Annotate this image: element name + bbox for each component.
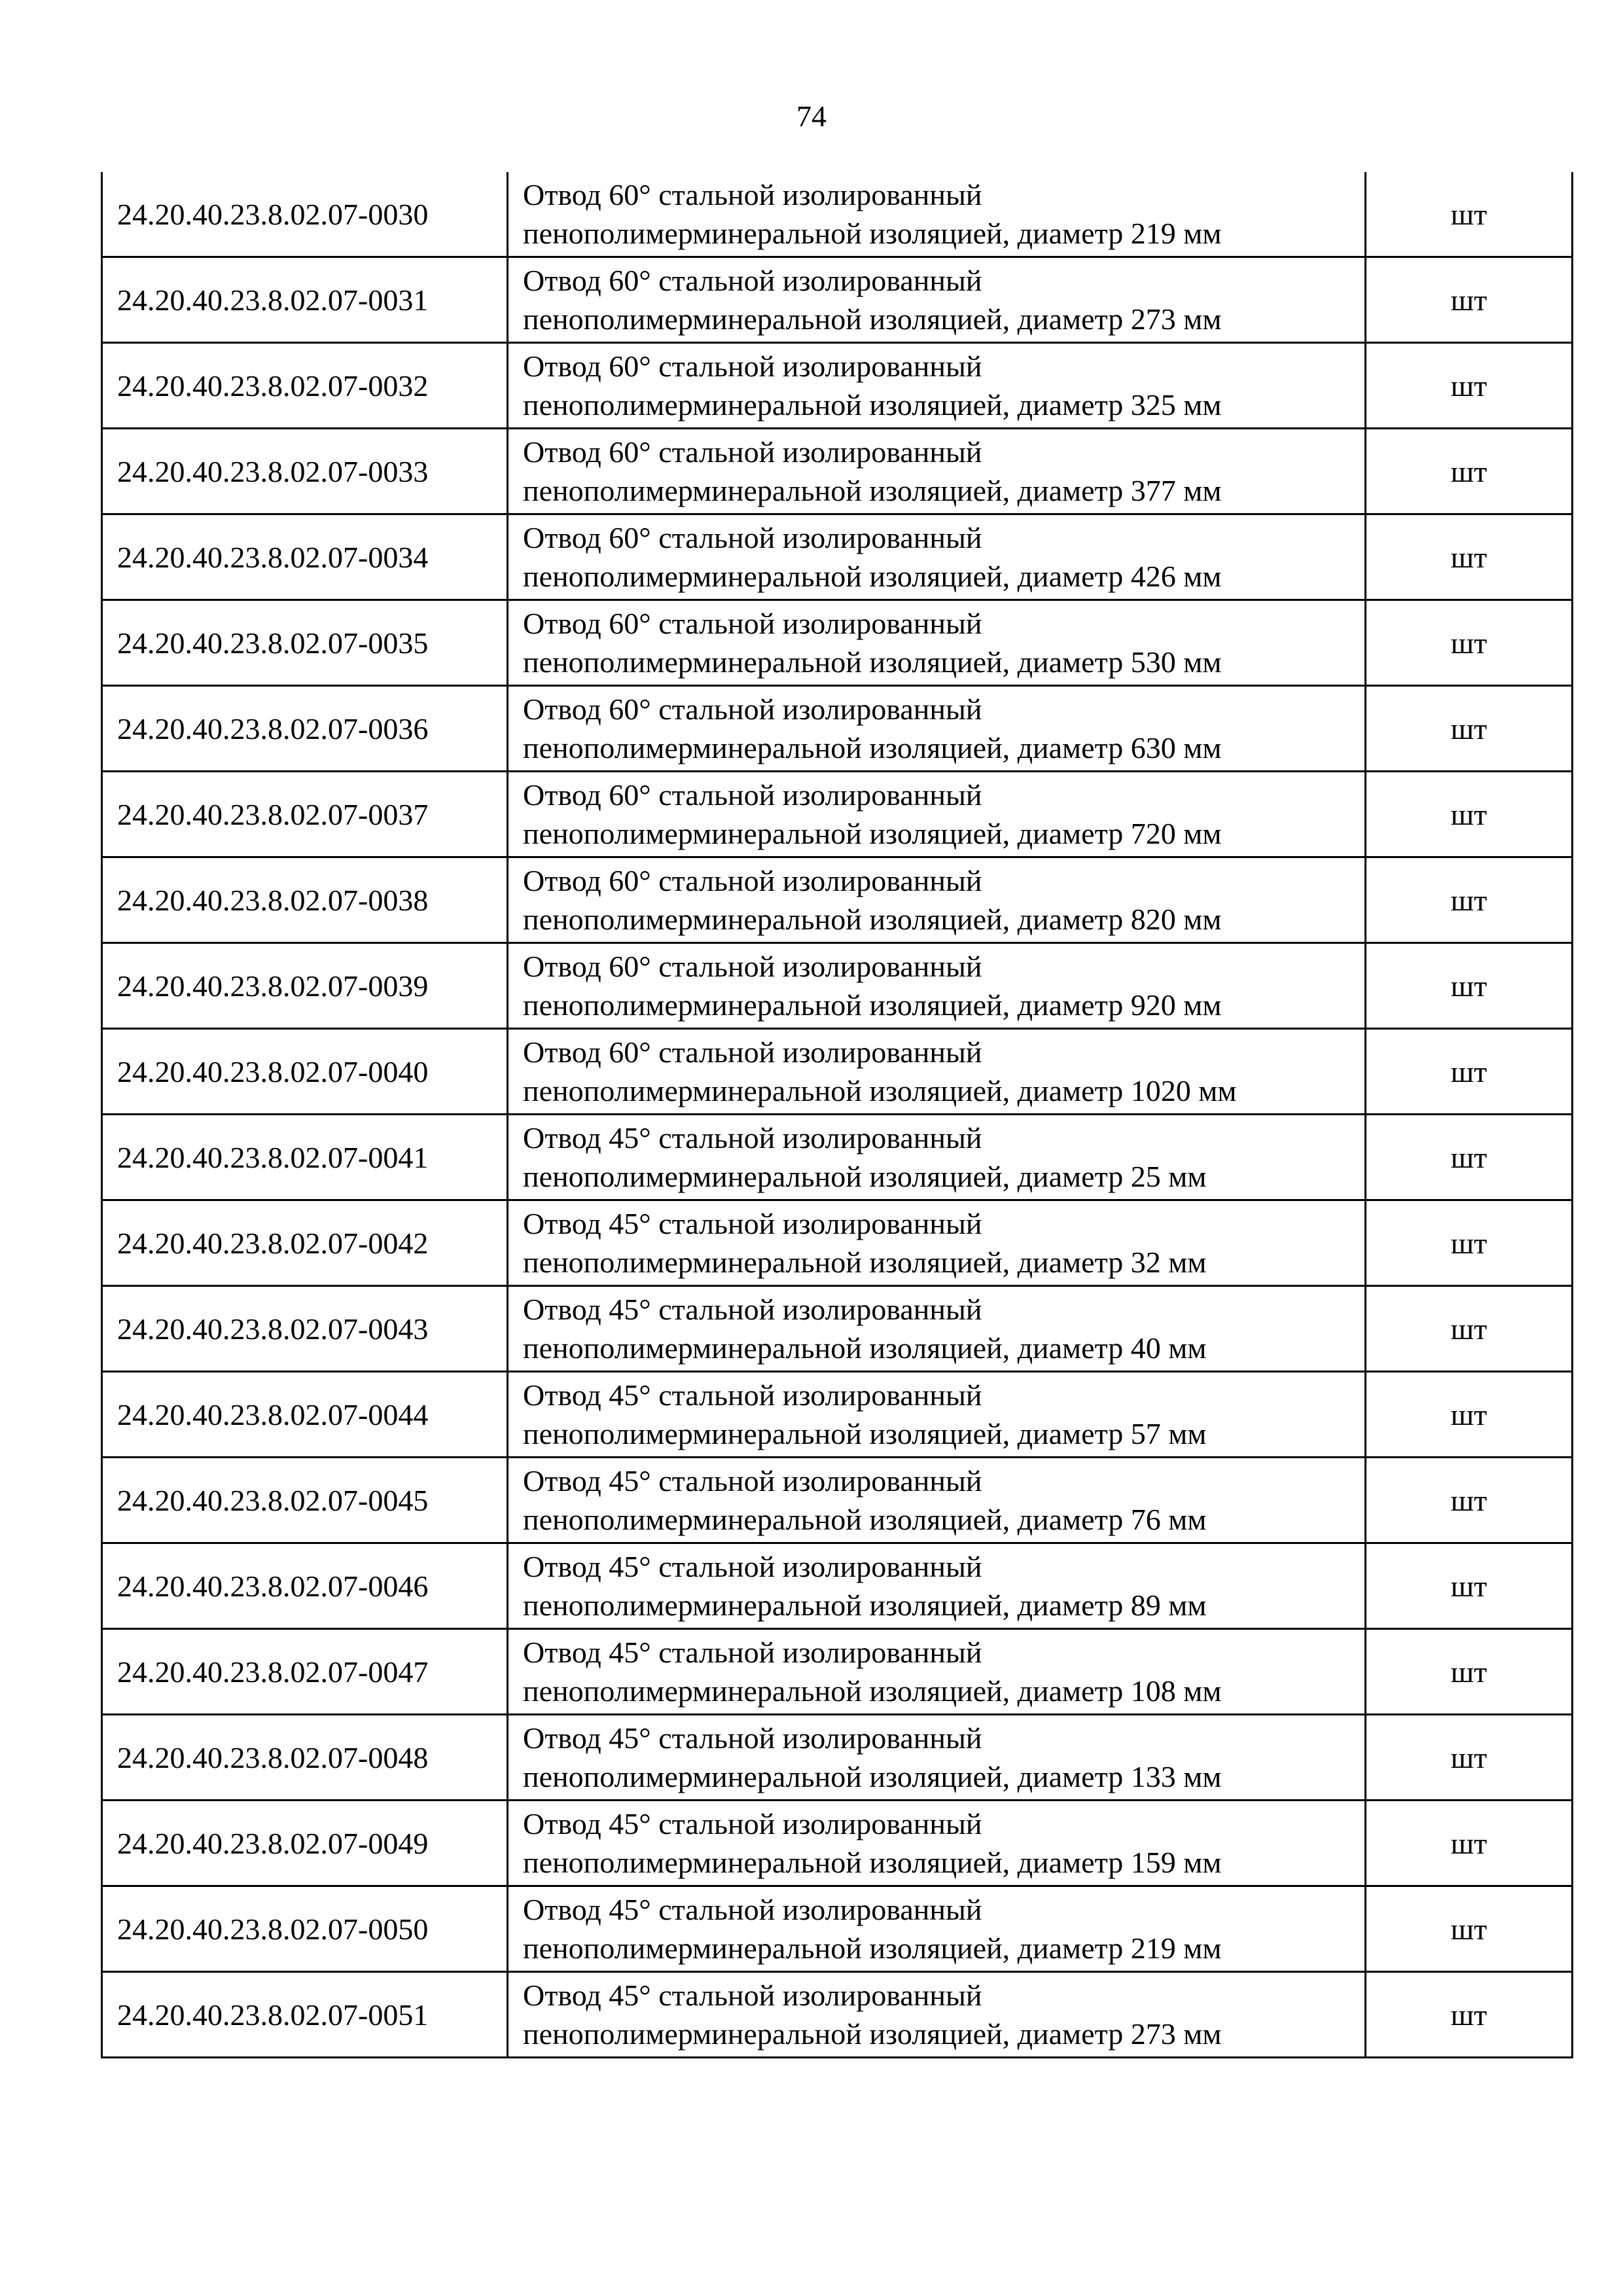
- table-row: [102, 600, 1573, 686]
- description-line-2: пенополимерминеральной изоляцией, диаметр 32 мм: [523, 1246, 1207, 1279]
- item-code-cell: 24.20.40.23.8.02.07-0038: [102, 857, 508, 943]
- unit-cell: шт: [1366, 1115, 1573, 1200]
- description-line-1: Отвод 45° стальной изолированный: [523, 1979, 982, 2012]
- item-description-cell: [508, 1629, 1366, 1715]
- unit-cell: шт: [1366, 1801, 1573, 1886]
- item-code-cell: 24.20.40.23.8.02.07-0035: [102, 600, 508, 686]
- description-line-1: Отвод 45° стальной изолированный: [523, 1121, 982, 1155]
- description-line-1: Отвод 60° стальной изолированный: [523, 950, 982, 983]
- unit-cell: шт: [1366, 1029, 1573, 1115]
- description-line-1: Отвод 45° стальной изолированный: [523, 1721, 982, 1755]
- description-line-1: Отвод 60° стальной изолированный: [523, 864, 982, 897]
- unit-cell: шт: [1366, 172, 1573, 257]
- table-row: [102, 1715, 1573, 1801]
- description-line-1: Отвод 60° стальной изолированный: [523, 778, 982, 812]
- description-line-2: пенополимерминеральной изоляцией, диаметр 40 мм: [523, 1331, 1207, 1365]
- item-code-cell: 24.20.40.23.8.02.07-0036: [102, 686, 508, 772]
- item-code-cell: 24.20.40.23.8.02.07-0048: [102, 1715, 508, 1801]
- unit-cell: шт: [1366, 943, 1573, 1029]
- unit-cell: шт: [1366, 1372, 1573, 1458]
- table-row: [102, 257, 1573, 343]
- item-description-cell: [508, 514, 1366, 600]
- item-code-cell: 24.20.40.23.8.02.07-0040: [102, 1029, 508, 1115]
- description-line-1: Отвод 45° стальной изолированный: [523, 1636, 982, 1669]
- unit-cell: шт: [1366, 857, 1573, 943]
- table-row: [102, 429, 1573, 514]
- description-line-1: Отвод 60° стальной изолированный: [523, 692, 982, 726]
- unit-cell: шт: [1366, 1886, 1573, 1972]
- description-line-2: пенополимерминеральной изоляцией, диаметр 219 мм: [523, 1931, 1222, 1965]
- item-description-cell: [508, 1286, 1366, 1372]
- description-line-2: пенополимерминеральной изоляцией, диаметр 920 мм: [523, 988, 1222, 1022]
- description-line-1: Отвод 45° стальной изолированный: [523, 1550, 982, 1583]
- item-code-cell: 24.20.40.23.8.02.07-0051: [102, 1972, 508, 2058]
- description-line-2: пенополимерминеральной изоляцией, диаметр 630 мм: [523, 731, 1222, 764]
- items-table: [101, 172, 1573, 2058]
- unit-cell: шт: [1366, 1543, 1573, 1629]
- item-description-cell: [508, 1543, 1366, 1629]
- table-row: [102, 514, 1573, 600]
- item-description-cell: [508, 1115, 1366, 1200]
- item-code-cell: 24.20.40.23.8.02.07-0030: [102, 172, 508, 257]
- item-description-cell: [508, 1372, 1366, 1458]
- description-line-2: пенополимерминеральной изоляцией, диаметр 25 мм: [523, 1160, 1207, 1193]
- unit-cell: шт: [1366, 1972, 1573, 2058]
- table-row: [102, 1801, 1573, 1886]
- description-line-1: Отвод 60° стальной изолированный: [523, 521, 982, 554]
- item-code-cell: 24.20.40.23.8.02.07-0041: [102, 1115, 508, 1200]
- description-line-1: Отвод 45° стальной изолированный: [523, 1293, 982, 1326]
- description-line-1: Отвод 60° стальной изолированный: [523, 1035, 982, 1069]
- item-code-cell: 24.20.40.23.8.02.07-0046: [102, 1543, 508, 1629]
- unit-cell: шт: [1366, 686, 1573, 772]
- item-code-cell: 24.20.40.23.8.02.07-0044: [102, 1372, 508, 1458]
- item-code-cell: 24.20.40.23.8.02.07-0042: [102, 1200, 508, 1286]
- table-row: [102, 1972, 1573, 2058]
- item-code-cell: 24.20.40.23.8.02.07-0037: [102, 772, 508, 857]
- description-line-2: пенополимерминеральной изоляцией, диаметр 720 мм: [523, 817, 1222, 850]
- description-line-1: Отвод 60° стальной изолированный: [523, 607, 982, 640]
- description-line-2: пенополимерминеральной изоляцией, диаметр 1020 мм: [523, 1074, 1237, 1107]
- unit-cell: шт: [1366, 1286, 1573, 1372]
- item-code-cell: 24.20.40.23.8.02.07-0045: [102, 1458, 508, 1543]
- description-line-1: Отвод 45° стальной изолированный: [523, 1893, 982, 1926]
- description-line-2: пенополимерминеральной изоляцией, диаметр 530 мм: [523, 645, 1222, 679]
- description-line-2: пенополимерминеральной изоляцией, диаметр 820 мм: [523, 903, 1222, 936]
- item-description-cell: [508, 600, 1366, 686]
- description-line-2: пенополимерминеральной изоляцией, диаметр 219 мм: [523, 217, 1222, 250]
- description-line-2: пенополимерминеральной изоляцией, диаметр 273 мм: [523, 302, 1222, 336]
- item-description-cell: [508, 857, 1366, 943]
- table-row: [102, 772, 1573, 857]
- table-row: [102, 343, 1573, 429]
- item-code-cell: 24.20.40.23.8.02.07-0049: [102, 1801, 508, 1886]
- item-description-cell: [508, 1029, 1366, 1115]
- item-code-cell: 24.20.40.23.8.02.07-0047: [102, 1629, 508, 1715]
- description-line-2: пенополимерминеральной изоляцией, диаметр 325 мм: [523, 388, 1222, 422]
- item-description-cell: [508, 257, 1366, 343]
- unit-cell: шт: [1366, 257, 1573, 343]
- description-line-2: пенополимерминеральной изоляцией, диаметр 57 мм: [523, 1417, 1207, 1450]
- table-row: [102, 857, 1573, 943]
- item-description-cell: [508, 1972, 1366, 2058]
- table-row: [102, 1115, 1573, 1200]
- unit-cell: шт: [1366, 429, 1573, 514]
- description-line-1: Отвод 60° стальной изолированный: [523, 178, 982, 211]
- table-row: [102, 1629, 1573, 1715]
- item-description-cell: [508, 1801, 1366, 1886]
- unit-cell: шт: [1366, 772, 1573, 857]
- page-number: 74: [796, 99, 827, 133]
- description-line-1: Отвод 45° стальной изолированный: [523, 1378, 982, 1412]
- description-line-2: пенополимерминеральной изоляцией, диаметр 76 мм: [523, 1503, 1207, 1536]
- table-row: [102, 1286, 1573, 1372]
- item-description-cell: [508, 1458, 1366, 1543]
- item-code-cell: 24.20.40.23.8.02.07-0050: [102, 1886, 508, 1972]
- item-code-cell: 24.20.40.23.8.02.07-0031: [102, 257, 508, 343]
- description-line-1: Отвод 45° стальной изолированный: [523, 1207, 982, 1240]
- unit-cell: шт: [1366, 1458, 1573, 1543]
- table-row: [102, 943, 1573, 1029]
- description-line-1: Отвод 60° стальной изолированный: [523, 264, 982, 297]
- unit-cell: шт: [1366, 1629, 1573, 1715]
- description-line-1: Отвод 45° стальной изолированный: [523, 1807, 982, 1840]
- item-code-cell: 24.20.40.23.8.02.07-0043: [102, 1286, 508, 1372]
- description-line-2: пенополимерминеральной изоляцией, диаметр 377 мм: [523, 474, 1222, 507]
- unit-cell: шт: [1366, 600, 1573, 686]
- table-row: [102, 1886, 1573, 1972]
- item-description-cell: [508, 772, 1366, 857]
- unit-cell: шт: [1366, 514, 1573, 600]
- description-line-2: пенополимерминеральной изоляцией, диаметр 108 мм: [523, 1674, 1222, 1708]
- unit-cell: шт: [1366, 343, 1573, 429]
- description-line-2: пенополимерминеральной изоляцией, диаметр 273 мм: [523, 2017, 1222, 2051]
- table-row: [102, 172, 1573, 257]
- table-body: [102, 172, 1573, 2058]
- item-description-cell: [508, 1715, 1366, 1801]
- description-line-2: пенополимерминеральной изоляцией, диаметр 159 мм: [523, 1846, 1222, 1879]
- item-description-cell: [508, 1886, 1366, 1972]
- table-row: [102, 1029, 1573, 1115]
- table-row: [102, 1543, 1573, 1629]
- table-row: [102, 1458, 1573, 1543]
- item-code-cell: 24.20.40.23.8.02.07-0032: [102, 343, 508, 429]
- description-line-1: Отвод 60° стальной изолированный: [523, 350, 982, 383]
- item-description-cell: [508, 1200, 1366, 1286]
- description-line-1: Отвод 60° стальной изолированный: [523, 435, 982, 469]
- item-description-cell: [508, 172, 1366, 257]
- description-line-1: Отвод 45° стальной изолированный: [523, 1464, 982, 1498]
- item-code-cell: 24.20.40.23.8.02.07-0034: [102, 514, 508, 600]
- item-description-cell: [508, 686, 1366, 772]
- table-row: [102, 1200, 1573, 1286]
- item-description-cell: [508, 429, 1366, 514]
- item-description-cell: [508, 943, 1366, 1029]
- description-line-2: пенополимерминеральной изоляцией, диаметр 133 мм: [523, 1760, 1222, 1793]
- unit-cell: шт: [1366, 1715, 1573, 1801]
- table-row: [102, 1372, 1573, 1458]
- unit-cell: шт: [1366, 1200, 1573, 1286]
- item-description-cell: [508, 343, 1366, 429]
- table-row: [102, 686, 1573, 772]
- description-line-2: пенополимерминеральной изоляцией, диаметр 89 мм: [523, 1588, 1207, 1622]
- description-line-2: пенополимерминеральной изоляцией, диаметр 426 мм: [523, 560, 1222, 593]
- item-code-cell: 24.20.40.23.8.02.07-0033: [102, 429, 508, 514]
- item-code-cell: 24.20.40.23.8.02.07-0039: [102, 943, 508, 1029]
